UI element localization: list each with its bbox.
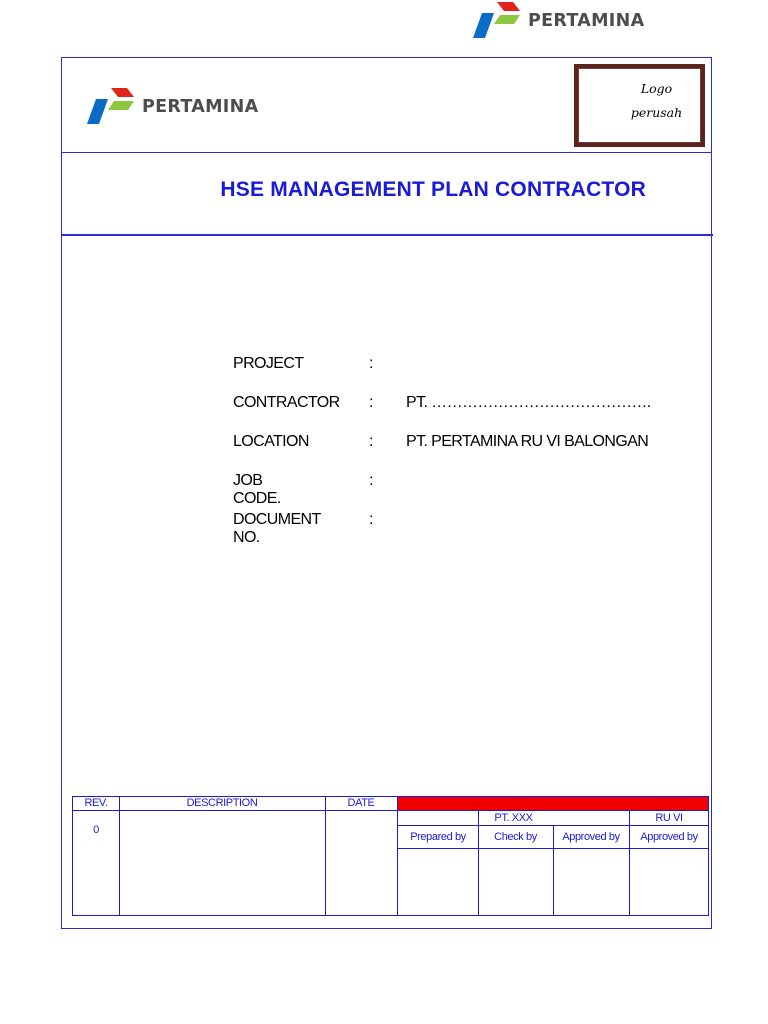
info-label: LOCATION [233, 433, 309, 450]
info-value: PT. PERTAMINA RU VI BALONGAN [406, 433, 649, 450]
check-by-label: Check by [494, 831, 537, 843]
info-colon: : [369, 355, 373, 372]
company-logo-placeholder [574, 64, 705, 147]
table-divider [325, 797, 326, 915]
info-value: PT. ……………………………………. [406, 394, 651, 411]
revision-table [72, 796, 709, 916]
red-accent-bar [398, 797, 708, 810]
owner-approved-by-label: Approved by [640, 831, 698, 843]
pertamina-logo-top [470, 2, 644, 40]
info-label: DOCUMENT NO. [233, 511, 321, 546]
brand-wordmark: PERTAMINA [528, 11, 645, 31]
prepared-by-label: Prepared by [410, 831, 466, 843]
contractor-group-header: PT. XXX [494, 812, 533, 824]
info-label: CONTRACTOR [233, 394, 340, 411]
table-divider [398, 810, 708, 811]
pertamina-mark-icon [84, 88, 136, 126]
info-colon: : [369, 433, 373, 450]
logo-placeholder-line1: Logo [640, 81, 673, 96]
pertamina-mark-icon [470, 2, 522, 40]
owner-group-header: RU VI [655, 812, 683, 824]
header-row [62, 58, 711, 153]
info-label: JOB CODE. [233, 472, 281, 507]
info-label: PROJECT [233, 355, 304, 372]
title-row [62, 153, 713, 236]
rev-header: REV. [84, 797, 108, 809]
table-divider [119, 797, 120, 915]
brand-wordmark: PERTAMINA [142, 97, 259, 117]
approved-by-label: Approved by [562, 831, 620, 843]
info-colon: : [369, 472, 373, 489]
document-title: HSE MANAGEMENT PLAN CONTRACTOR [220, 178, 646, 201]
description-header: DESCRIPTION [186, 797, 258, 809]
table-divider [73, 810, 398, 811]
date-header: DATE [347, 797, 375, 809]
logo-placeholder-line2: perusah [630, 105, 683, 120]
rev-number: 0 [93, 824, 99, 836]
info-colon: : [369, 511, 373, 528]
pertamina-logo-header [84, 88, 258, 126]
table-divider [398, 825, 708, 826]
table-divider [398, 848, 708, 849]
info-colon: : [369, 394, 373, 411]
